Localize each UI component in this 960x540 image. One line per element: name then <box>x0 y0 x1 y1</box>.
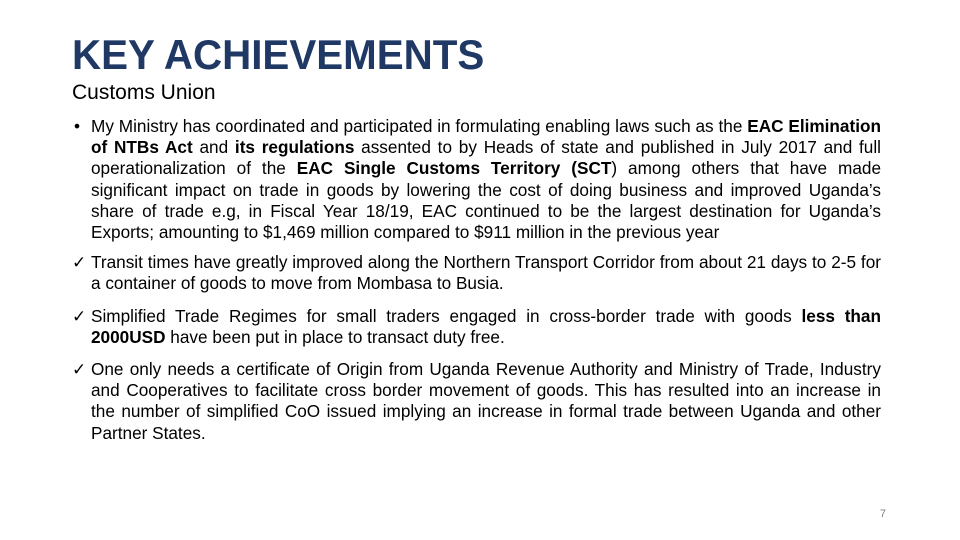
checkmark-icon: ✓ <box>72 305 87 326</box>
check-item-transit-times <box>72 252 881 294</box>
check-item-text: Transit times have greatly improved along the Northern Transport Corridor from about 21 days to 2-5 for a container of goods to move from Mombasa to Busia. <box>91 252 881 294</box>
bullet-item-laws <box>72 116 881 243</box>
check-item-certificate-of-origin <box>72 359 881 444</box>
bullet-text-segment: My Ministry has coordinated and participated in formulating enabling laws such as the <box>91 116 748 136</box>
checkmark-icon: ✓ <box>72 359 87 380</box>
bullet-bold-regulations: its regulations <box>234 137 355 158</box>
slide-content <box>72 116 881 444</box>
check-item-text-segment: Simplified Trade Regimes for small traders engaged in cross-border trade with goods <box>91 305 802 326</box>
check-item-trade-regimes <box>72 306 881 348</box>
bullet-text-segment: and <box>192 137 235 158</box>
page-number: 7 <box>879 508 886 520</box>
check-item-text-segment: have been put in place to transact duty free. <box>165 326 505 347</box>
check-item-bold-threshold: less than 2000USD <box>91 305 881 347</box>
check-item-text: One only needs a certificate of Origin from Uganda Revenue Authority and Ministry of Trade, Industry and Cooperatives to facilitate cross border movement of goods. This has resulted into an increase in the number of simplified CoO issued implying an increase in formal trade between Uganda and other Partner States. <box>91 359 881 443</box>
bullet-marker: • <box>74 116 81 136</box>
bullet-bold-single-customs-territory: EAC Single Customs Territory (SCT <box>296 158 612 179</box>
checkmark-icon: ✓ <box>72 252 87 273</box>
bullet-text-segment: ) among others that have made significant impact on trade in goods by lowering the cost of doing business and improved Uganda’s share of trade e.g, in Fiscal Year 18/19, EAC continued to be the largest destination for Uganda’s Exports; amounting to $1,469 million compared to $911 million in the previous year <box>91 158 881 243</box>
slide-subtitle: Customs Union <box>72 81 216 104</box>
bullet-text-segment: assented to by Heads of state and published in July 2017 and full operationalization of the <box>91 137 881 179</box>
bullet-bold-ntbs-act: EAC Elimination of NTBs Act <box>91 116 881 158</box>
slide-title: KEY ACHIEVEMENTS <box>72 31 485 78</box>
